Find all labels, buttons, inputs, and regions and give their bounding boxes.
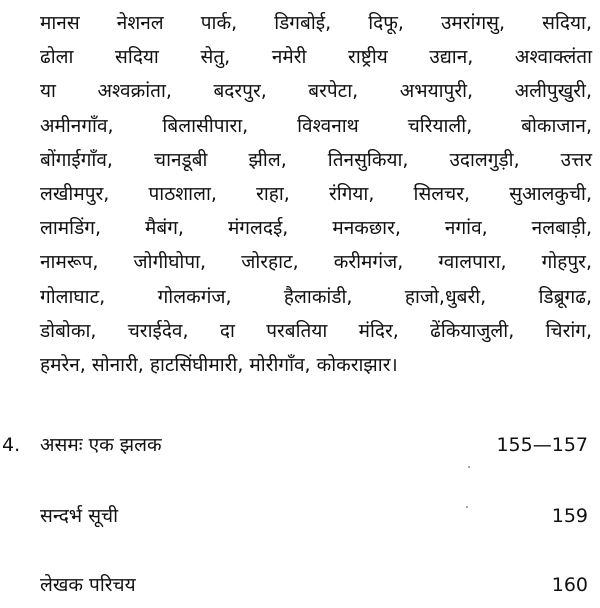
paragraph-line: बोंगाईगाँव, चानडूबी झील, तिनसुकिया, उदालगुड़ी, उत्तर (40, 148, 592, 171)
paragraph-line: लखीमपुर, पाठशाला, राहा, रंगिया, सिलचर, सुआलकुची, (40, 182, 592, 205)
paragraph-line: मानस नेशनल पार्क, डिगबोई, दिफू, उमरांगसु, सदिया, (40, 12, 592, 34)
scan-speck (468, 466, 470, 468)
toc-entry-number: 4. (2, 434, 21, 456)
paragraph-line: अमीनगाँव, बिलासीपारा, विश्वनाथ चरियाली, बोकाजान, (40, 114, 592, 137)
toc-entry-title: असमः एक झलक (40, 434, 162, 456)
scan-speck (466, 506, 468, 508)
toc-entry-pages: 160 (551, 574, 588, 596)
toc-entry-chapter-4 (0, 430, 600, 460)
paragraph-line: या अश्वक्रांता, बदरपुर, बरपेटा, अभयापुरी, अलीपुखुरी, (40, 80, 592, 103)
toc-entry-references (0, 501, 600, 531)
toc-entry-title: लेखक परिचय (40, 574, 136, 596)
paragraph-line: ढोला सदिया सेतु, नमेरी राष्ट्रीय उद्यान, अश्वाक्लंता (40, 46, 592, 69)
paragraph-line: डोबोका, चराईदेव, दा परबतिया मंदिर, ढेंकियाजुली, चिरांग, (40, 319, 592, 342)
toc-entry-pages: 155—157 (496, 434, 588, 456)
paragraph-line: नामरूप, जोगीघोपा, जोरहाट, करीमगंज, ग्वालपारा, गोहपुर, (40, 251, 592, 274)
place-list-paragraph (40, 6, 592, 382)
toc-entry-author-intro (0, 570, 600, 600)
paragraph-line: हमरेन, सोनारी, हाटसिंघीमारी, मोरीगाँव, कोकराझार। (40, 353, 398, 376)
toc-entry-pages: 159 (551, 505, 588, 527)
toc-entry-title: सन्दर्भ सूची (40, 505, 119, 527)
paragraph-line: लामडिंग, मैबंग, मंगलदई, मनकछार, नगांव, नलबाड़ी, (40, 217, 592, 240)
paragraph-line: गोलाघाट, गोलकगंज, हैलाकांडी, हाजो,धुबरी, डिब्रूगढ, (40, 285, 592, 308)
